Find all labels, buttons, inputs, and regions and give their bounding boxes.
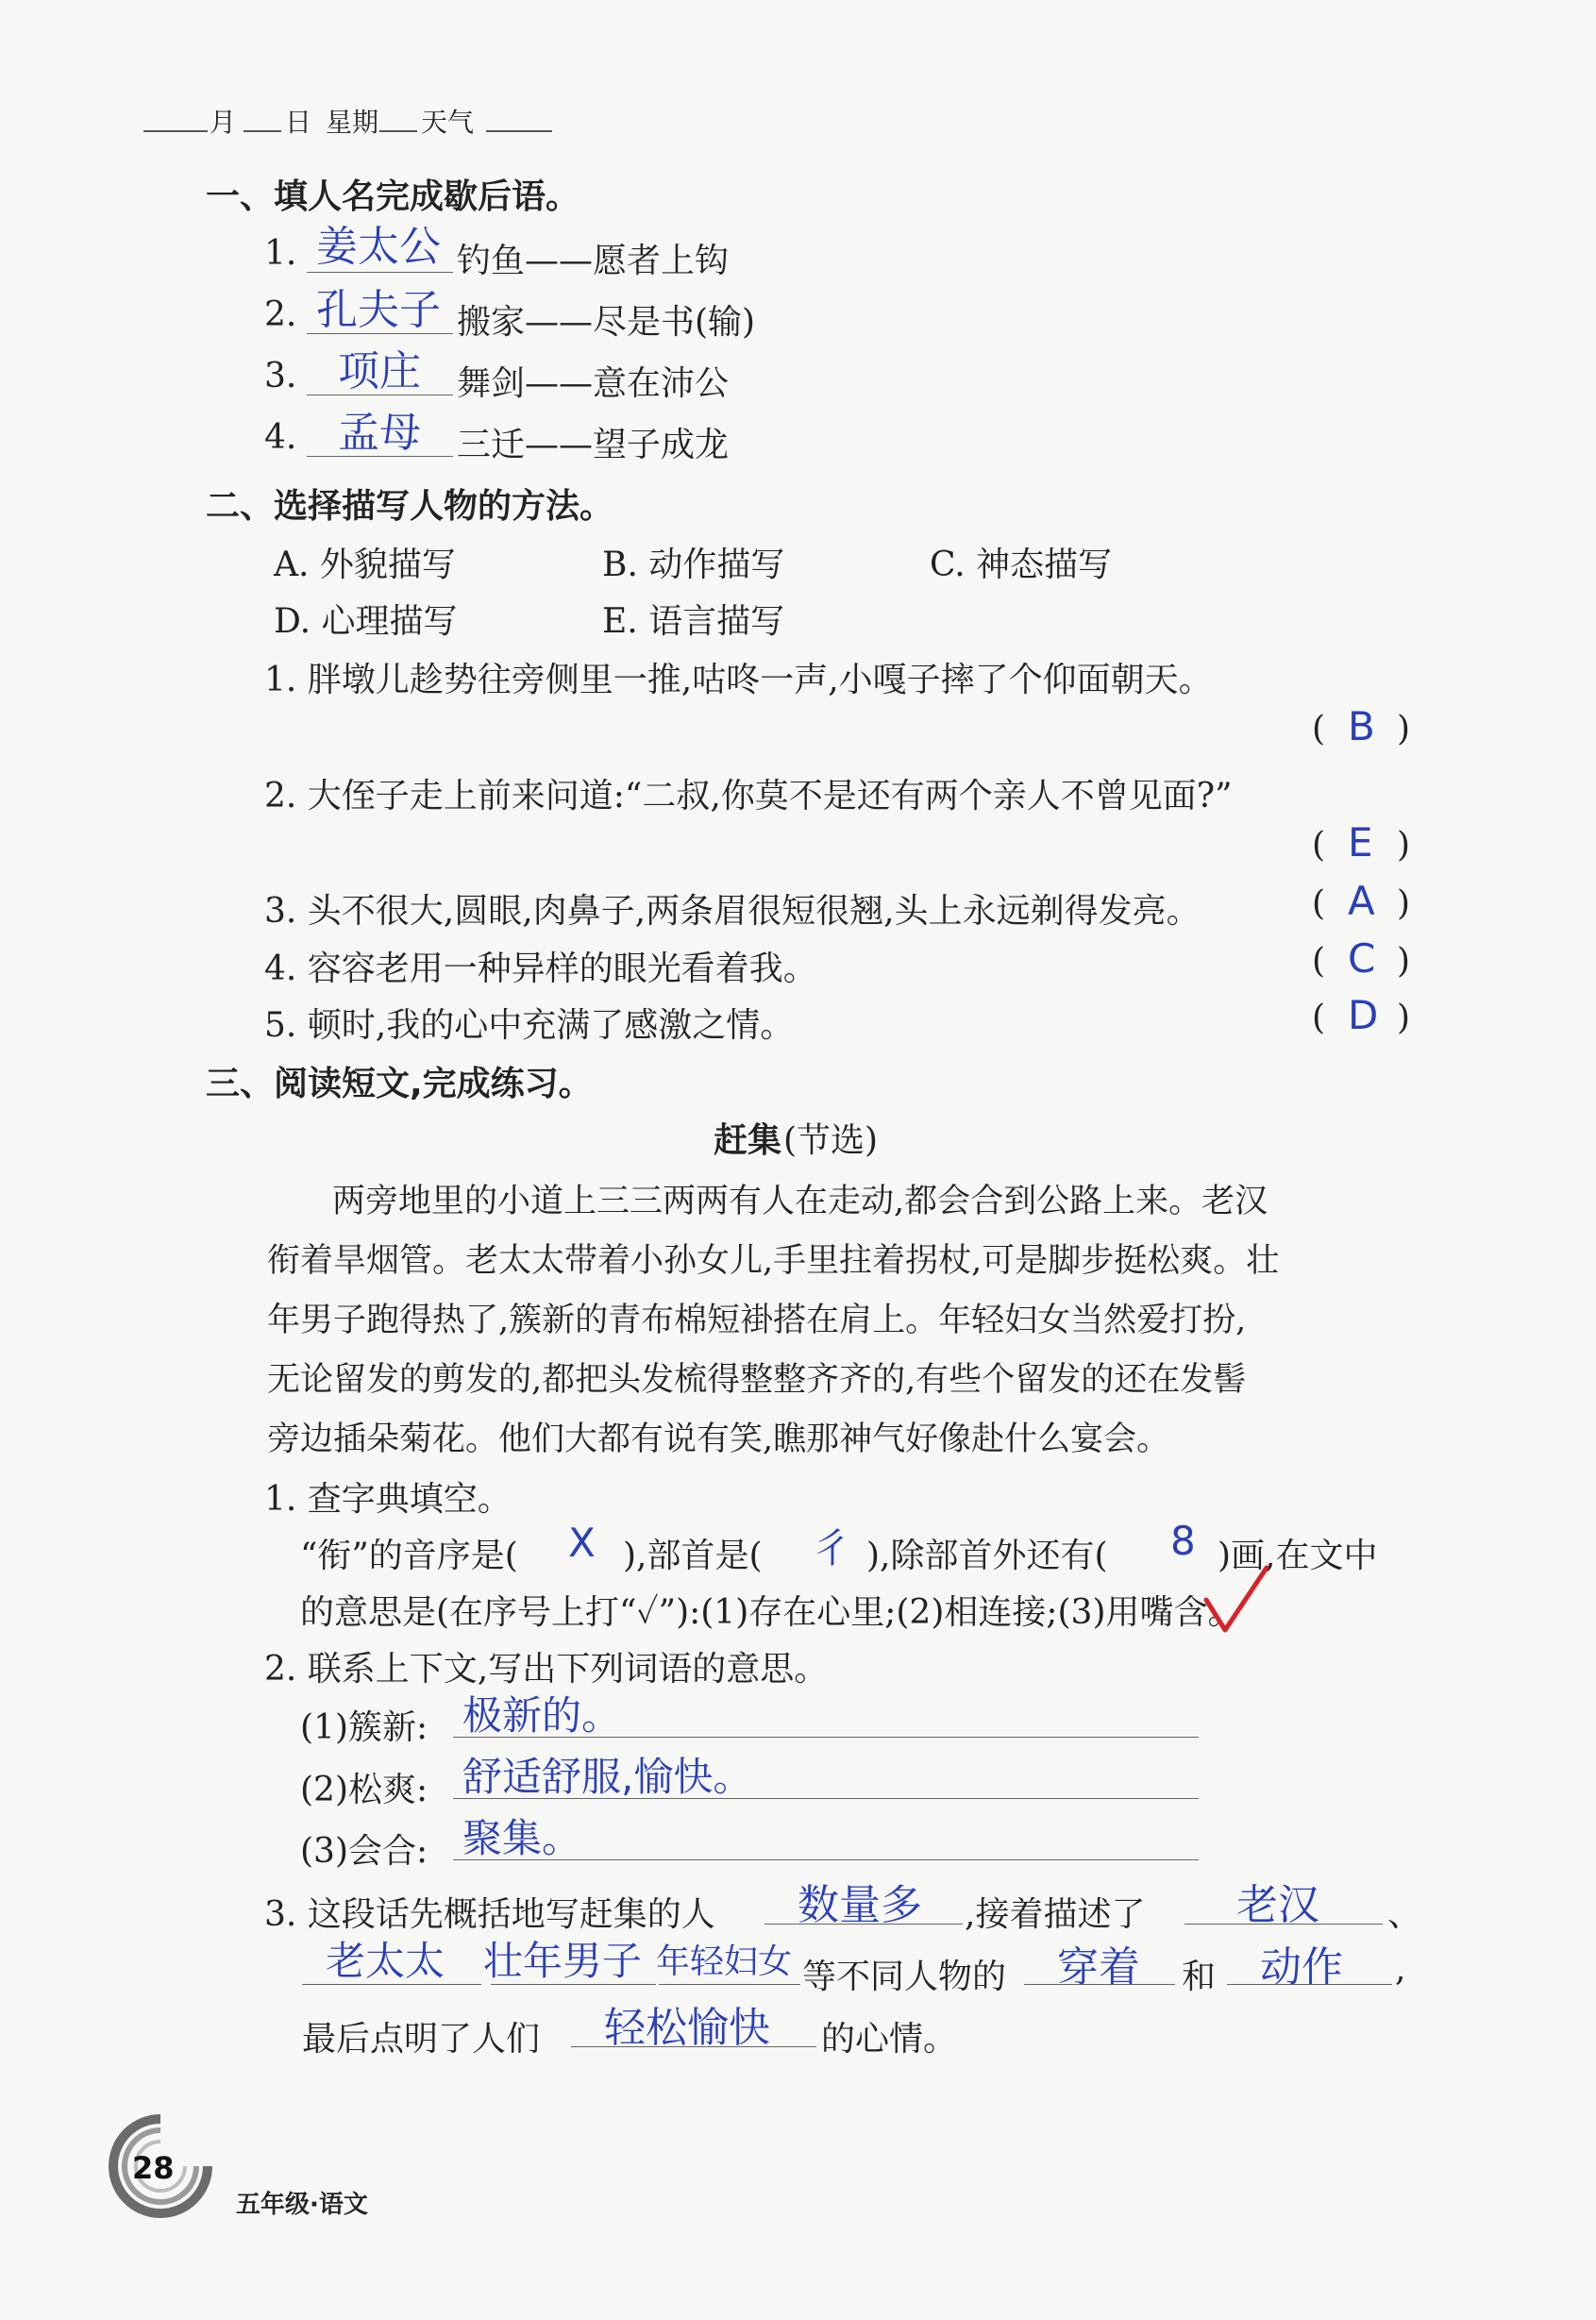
s2-item2-answer: E: [1348, 819, 1373, 866]
q3-answer-4: 壮年男子: [483, 1938, 643, 1984]
q3-answer-8: 轻松愉快: [604, 2004, 770, 2052]
q3-blank-8: [571, 2046, 816, 2047]
q3-comma1: 、: [1387, 1895, 1422, 1934]
section1-title: 一、填人名完成歇后语。: [206, 177, 580, 216]
q3-blank-2: [1184, 1924, 1383, 1925]
s1-item1-text: 钓鱼——愿者上钩: [457, 242, 730, 280]
s2-item4-paren-open: (: [1312, 942, 1326, 981]
s1-item4-answer: 孟母: [338, 409, 421, 457]
q3-blank-3: [302, 1984, 481, 1985]
footer-label: 五年级·语文: [236, 2191, 368, 2219]
s1-item4-blank: [307, 456, 453, 457]
s2-item5-answer: D: [1348, 992, 1379, 1038]
s2-item1-answer: B: [1348, 703, 1375, 749]
q3-comma2: ,: [1395, 1950, 1406, 1989]
s2-item5-paren-open: (: [1312, 999, 1326, 1037]
s2-item3-text: 3. 头不很大,圆眼,肉鼻子,两条眉很短很翘,头上永远剃得发亮。: [264, 892, 1201, 931]
s2-item3-paren-open: (: [1312, 884, 1326, 923]
s2-item5-paren-close: ): [1397, 999, 1411, 1037]
option-b: B. 动作描写: [602, 546, 785, 584]
s2-item2-text: 2. 大侄子走上前来问道:“二叔,你莫不是还有两个亲人不曾见面?”: [264, 777, 1233, 815]
q2-label: 2. 联系上下文,写出下列词语的意思。: [264, 1650, 829, 1689]
passage-line-5: 旁边插朵菊花。他们大都有说有笑,瞧那神气好像赴什么宴会。: [267, 1421, 1170, 1458]
q2-blank-2: [453, 1798, 1199, 1799]
section3-title: 三、阅读短文,完成练习。: [206, 1065, 593, 1103]
passage-subtitle: (节选): [783, 1121, 879, 1160]
q1-answer-bihua: 8: [1170, 1518, 1196, 1564]
q3-post-b: 的心情。: [821, 2020, 958, 2059]
option-c: C. 神态描写: [930, 546, 1113, 584]
s2-item4-paren-close: ): [1397, 942, 1411, 981]
header-day: 日: [285, 107, 312, 138]
s2-item2-paren-close: ): [1397, 826, 1411, 865]
s2-item5-text: 5. 顿时,我的心中充满了感激之情。: [264, 1006, 795, 1045]
s1-item1-num: 1.: [264, 234, 297, 273]
q1-answer-bushou: 彳: [812, 1525, 852, 1572]
s1-item3-num: 3.: [264, 357, 297, 395]
s2-item1-paren-open: (: [1312, 710, 1326, 748]
q3-answer-3: 老太太: [326, 1938, 445, 1984]
day-blank: [244, 130, 281, 132]
q3-answer-6: 穿着: [1057, 1943, 1140, 1992]
s1-item3-answer: 项庄: [338, 347, 421, 395]
passage-line-4: 无论留发的剪发的,都把头发梳得整整齐齐的,有些个留发的还在发髻: [267, 1361, 1247, 1399]
s2-item1-paren-close: ): [1397, 710, 1411, 748]
q3-and: 和: [1182, 1958, 1217, 1996]
passage-line-1: 两旁地里的小道上三三两两有人在走动,都会合到公路上来。老汉: [332, 1183, 1268, 1220]
q3-blank-5: [659, 1984, 800, 1985]
s1-item3-text: 舞剑——意在沛公: [457, 364, 730, 403]
q2-blank-3: [453, 1859, 1199, 1860]
s1-item2-blank: [307, 333, 453, 334]
s1-item2-num: 2.: [264, 295, 297, 334]
weekday-blank: [379, 130, 417, 132]
q3-blank-6: [1024, 1984, 1175, 1985]
q1-label: 1. 查字典填空。: [264, 1480, 512, 1519]
q3-answer-1: 数量多: [798, 1881, 922, 1929]
header-weather: 天气: [421, 107, 475, 138]
s1-item4-text: 三迁——望子成龙: [457, 426, 730, 464]
s2-item4-answer: C: [1348, 935, 1376, 982]
q1-line1-b: ),部首是(: [623, 1537, 763, 1575]
passage-line-2: 衔着旱烟管。老太太带着小孙女儿,手里拄着拐杖,可是脚步挺松爽。壮: [267, 1242, 1280, 1280]
month-blank: [143, 130, 208, 132]
q3-blank-4: [491, 1984, 656, 1985]
q1-line1-c: ),除部首外还有(: [866, 1537, 1108, 1575]
option-d: D. 心理描写: [274, 602, 458, 641]
q3-answer-5: 年轻妇女: [656, 1942, 793, 1981]
passage-title: 赶集: [714, 1121, 782, 1160]
q3-mid2: 等不同人物的: [802, 1958, 1007, 1996]
s1-item2-answer: 孔夫子: [316, 286, 441, 334]
q3-answer-2: 老汉: [1236, 1881, 1319, 1929]
q2-answer-1: 极新的。: [462, 1692, 622, 1739]
page-number: 28: [132, 2150, 175, 2186]
s1-item4-num: 4.: [264, 418, 297, 457]
checkmark-icon: [1199, 1562, 1274, 1638]
header-month: 月: [210, 107, 237, 138]
q3-prefix: 3. 这段话先概括地写赶集的人: [264, 1895, 715, 1934]
header-weekday: 星期: [326, 107, 379, 138]
passage-line-3: 年男子跑得热了,簇新的青布棉短褂搭在肩上。年轻妇女当然爱打扮,: [267, 1302, 1247, 1339]
q2-word-2: (2)松爽:: [300, 1771, 428, 1809]
s2-item2-paren-open: (: [1312, 826, 1326, 865]
q1-line1-a: “衔”的音序是(: [300, 1537, 518, 1575]
q1-line1-d: )画,在文中: [1218, 1537, 1378, 1575]
q2-word-1: (1)簇新:: [300, 1708, 428, 1747]
q1-line2: 的意思是(在序号上打“✓”):(1)存在心里;(2)相连接;(3)用嘴含。: [300, 1593, 1242, 1632]
q1-answer-yinxu: X: [568, 1520, 596, 1566]
s2-item3-paren-close: ): [1397, 884, 1411, 923]
q3-blank-7: [1227, 1984, 1392, 1985]
s2-item4-text: 4. 容容老用一种异样的眼光看着我。: [264, 950, 817, 988]
s1-item1-answer: 姜太公: [316, 223, 441, 271]
q2-answer-2: 舒适舒服,愉快。: [462, 1754, 753, 1800]
option-e: E. 语言描写: [602, 602, 785, 641]
q2-answer-3: 聚集。: [462, 1815, 582, 1861]
s1-item1-blank: [307, 272, 453, 273]
s2-item3-answer: A: [1348, 878, 1375, 924]
option-a: A. 外貌描写: [274, 546, 456, 584]
s2-item1-text: 1. 胖墩儿趁势往旁侧里一推,咕咚一声,小嘎子摔了个仰面朝天。: [264, 661, 1213, 699]
weather-blank: [486, 130, 552, 132]
q2-word-3: (3)会合:: [300, 1832, 428, 1871]
q3-blank-1: [764, 1924, 963, 1925]
q3-post-a: 最后点明了人们: [302, 2020, 541, 2059]
q3-mid1: ,接着描述了: [965, 1895, 1146, 1934]
section2-title: 二、选择描写人物的方法。: [206, 487, 614, 526]
s1-item2-text: 搬家——尽是书(输): [457, 303, 756, 342]
q3-answer-7: 动作: [1260, 1943, 1343, 1992]
q2-blank-1: [453, 1737, 1199, 1738]
